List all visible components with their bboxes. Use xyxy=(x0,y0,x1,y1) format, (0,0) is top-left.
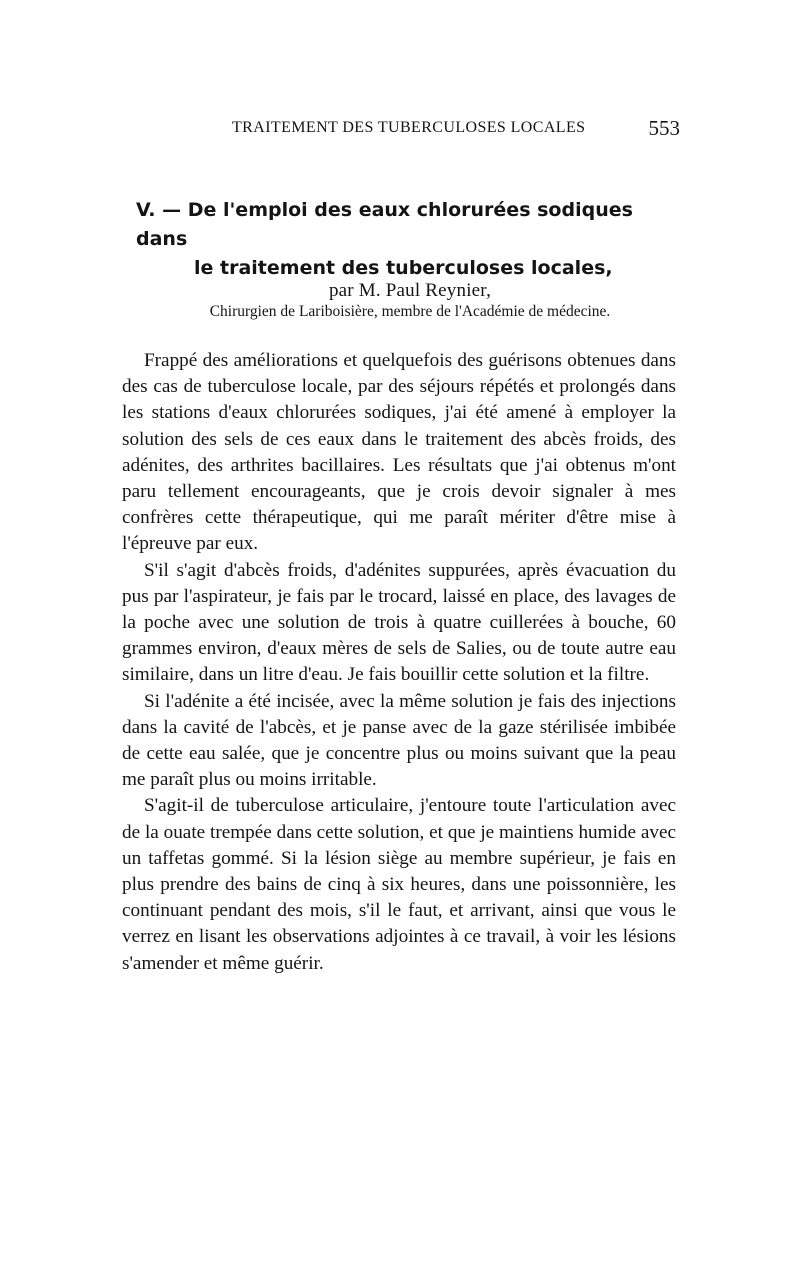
paragraph-1: Frappé des améliorations et quelquefois des guérisons obtenues dans des cas de tuberculose locale, par des séjours répétés et prolongés dans les stations d'eaux chlorurées sodiques, j'ai été amené à employer la solution des sels de ces eaux dans le traitement des abcès froids, des adénites, des arthrites bacillaires. Les résultats que j'ai obtenus m'ont paru tellement encourageants, que je crois devoir signaler à mes confrères cette thérapeutique, qui me paraît mériter d'être mise à l'épreuve par eux. xyxy=(122,350,676,555)
article-title xyxy=(136,196,684,283)
paragraph-3: Si l'adénite a été incisée, avec la même solution je fais des injections dans la cavité de l'abcès, et je panse avec de la gaze stérilisée imbibée de cette eau salée, que je concentre plus ou moins suivant que la peau me paraît plus ou moins irritable. xyxy=(122,690,676,791)
author-affiliation: Chirurgien de Lariboisière, membre de l'Académie de médecine. xyxy=(209,303,611,320)
article-title-line-1: V. — De l'emploi des eaux chlorurées sodiques dans xyxy=(136,199,633,250)
running-title: TRAITEMENT DES TUBERCULOSES LOCALES xyxy=(232,119,586,136)
author-byline: par M. Paul Reynier, xyxy=(328,280,492,301)
paragraph-2: S'il s'agit d'abcès froids, d'adénites suppurées, après évacuation du pus par l'aspirateur, je fais par le trocard, laissé en place, des lavages de la poche avec une solution de trois à quatre cuillerées à bouche, 60 grammes environ, d'eaux mères de sels de Salies, ou de toute autre eau similaire, dans un litre d'eau. Je fais bouillir cette solution et la filtre. xyxy=(122,559,676,686)
paragraph-4: S'agit-il de tuberculose articulaire, j'entoure toute l'articulation avec de la ouate trempée dans cette solution, et que je maintiens humide avec un taffetas gommé. Si la lésion siège au membre supérieur, je fais en plus prendre des bains de cinq à six heures, dans une poissonnière, les continuant pendant des mois, s'il le faut, et arrivant, ainsi que vous le verrez en lisant les observations adjointes à ce travail, à voir les lésions s'amender et même guérir. xyxy=(122,795,676,974)
page-number: 553 xyxy=(648,116,680,140)
running-header xyxy=(140,116,680,143)
article-title-line-2: le traitement des tuberculoses locales, xyxy=(194,257,613,279)
body-text xyxy=(122,348,676,977)
